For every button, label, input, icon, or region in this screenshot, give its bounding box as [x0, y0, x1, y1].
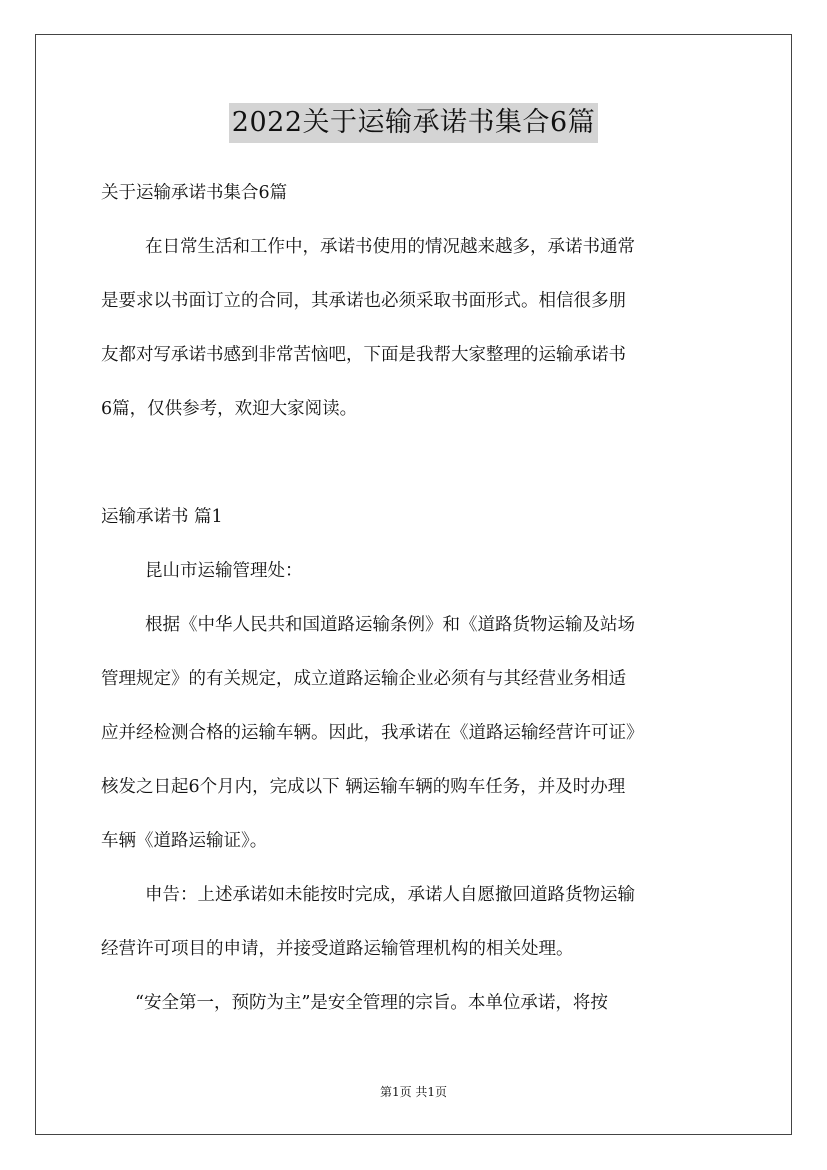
body-line: 车辆《道路运输证》。 [101, 831, 268, 851]
body-line: 友都对写承诺书感到非常苦恼吧，下面是我帮大家整理的运输承诺书 [101, 345, 626, 365]
body-line: 6篇，仅供参考，欢迎大家阅读。 [101, 399, 358, 419]
body-line: 是要求以书面订立的合同，其承诺也必须采取书面形式。相信很多朋 [101, 291, 626, 311]
body-line: 在日常生活和工作中，承诺书使用的情况越来越多，承诺书通常 [145, 237, 635, 257]
page-number-footer: 第1页 共1页 [379, 1085, 448, 1099]
subtitle-line: 关于运输承诺书集合6篇 [101, 183, 288, 203]
title-container [0, 103, 827, 143]
body-line: 昆山市运输管理处： [145, 561, 303, 581]
body-line: “安全第一，预防为主”是安全管理的宗旨。本单位承诺，将按 [135, 993, 608, 1013]
body-line: 经营许可项目的申请，并接受道路运输管理机构的相关处理。 [101, 939, 574, 959]
body-line: 应并经检测合格的运输车辆。因此，我承诺在《道路运输经营许可证》 [101, 723, 644, 743]
section-heading: 运输承诺书 篇1 [101, 507, 223, 527]
body-line: 核发之日起6个月内，完成以下 辆运输车辆的购车任务，并及时办理 [101, 777, 626, 797]
body-line: 申告：上述承诺如未能按时完成，承诺人自愿撤回道路货物运输 [145, 885, 635, 905]
body-line: 管理规定》的有关规定，成立道路运输企业必须有与其经营业务相适 [101, 669, 626, 689]
body-line: 根据《中华人民共和国道路运输条例》和《道路货物运输及站场 [145, 615, 635, 635]
document-title: 2022关于运输承诺书集合6篇 [229, 103, 598, 143]
